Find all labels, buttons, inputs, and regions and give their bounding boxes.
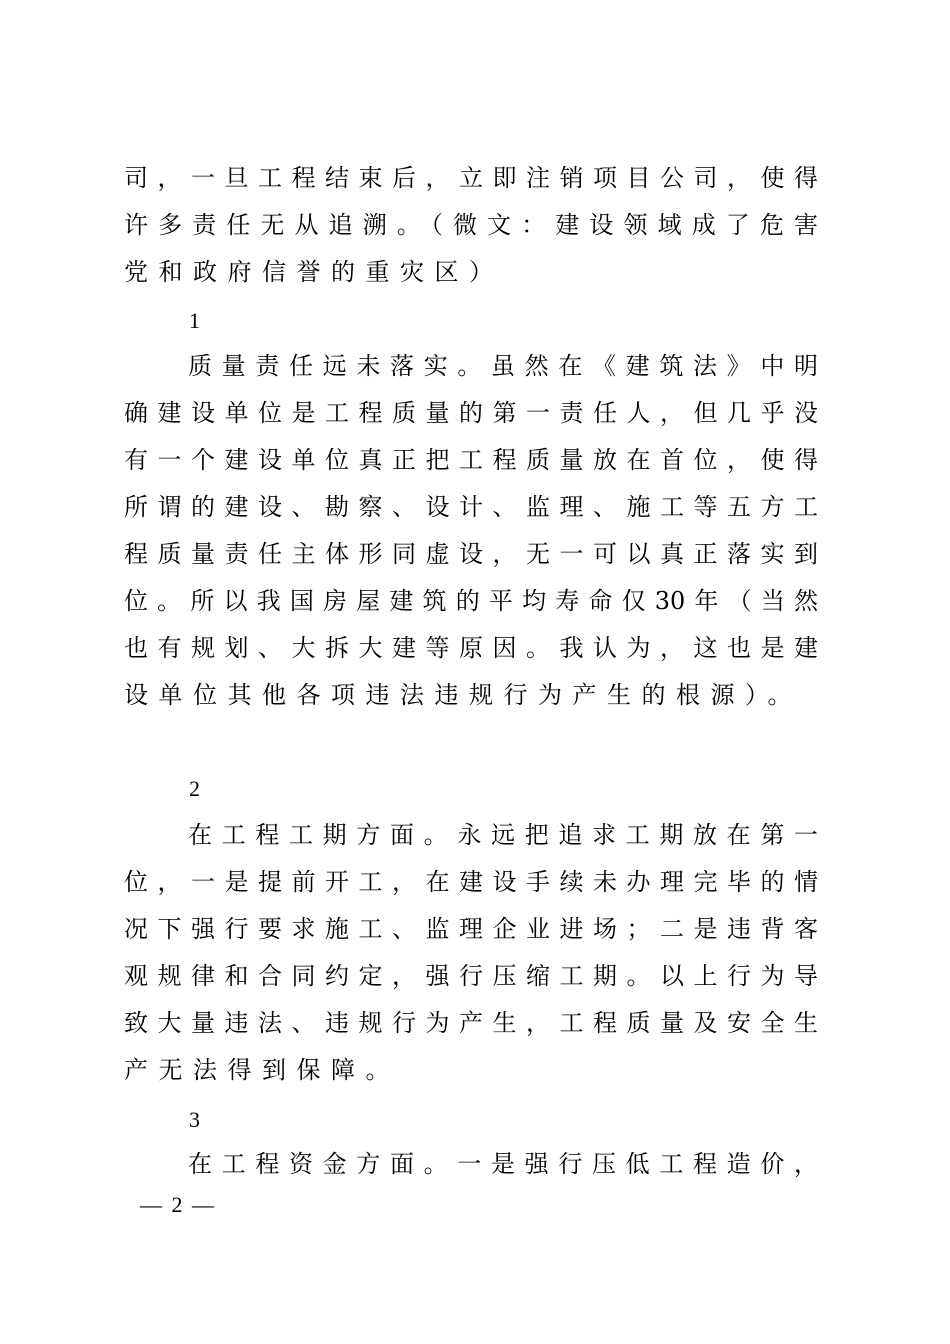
text-line: 也有规划、大拆大建等原因。我认为，这也是建 xyxy=(124,634,818,662)
text-line: 在工程工期方面。永远把追求工期放在第一 xyxy=(188,821,818,849)
text-line: 产无法得到保障。 xyxy=(124,1056,400,1084)
text-line: 观规律和合同约定，强行压缩工期。以上行为导 xyxy=(124,962,818,990)
text-line: 质量责任远未落实。虽然在《建筑法》中明 xyxy=(188,352,818,380)
text-line: 所谓的建设、勘察、设计、监理、施工等五方工 xyxy=(124,493,818,521)
text-line: 况下强行要求施工、监理企业进场；二是违背客 xyxy=(124,915,818,943)
section-number: 1 xyxy=(189,308,200,333)
text-line: 程质量责任主体形同虚设，无一可以真正落实到 xyxy=(124,540,818,568)
text-line: 党和政府信誉的重灾区） xyxy=(124,258,504,286)
text-line: 有一个建设单位真正把工程质量放在首位，使得 xyxy=(124,446,818,474)
text-line: 确建设单位是工程质量的第一责任人，但几乎没 xyxy=(124,399,818,427)
text-line: 位，一是提前开工，在建设手续未办理完毕的情 xyxy=(124,868,818,896)
text-line: 位。所以我国房屋建筑的平均寿命仅30年（当然 xyxy=(124,587,818,615)
page-number: — 2 — xyxy=(140,1192,216,1217)
text-line: 设单位其他各项违法违规行为产生的根源）。 xyxy=(124,681,802,709)
text-line: 司，一旦工程结束后，立即注销项目公司，使得 xyxy=(124,164,818,192)
text-line: 许多责任无从追溯。（微文：建设领域成了危害 xyxy=(124,211,818,239)
text-line: 在工程资金方面。一是强行压低工程造价， xyxy=(188,1150,818,1178)
section-number: 2 xyxy=(189,776,200,801)
text-line: 致大量违法、违规行为产生，工程质量及安全生 xyxy=(124,1009,818,1037)
section-number: 3 xyxy=(189,1107,200,1132)
